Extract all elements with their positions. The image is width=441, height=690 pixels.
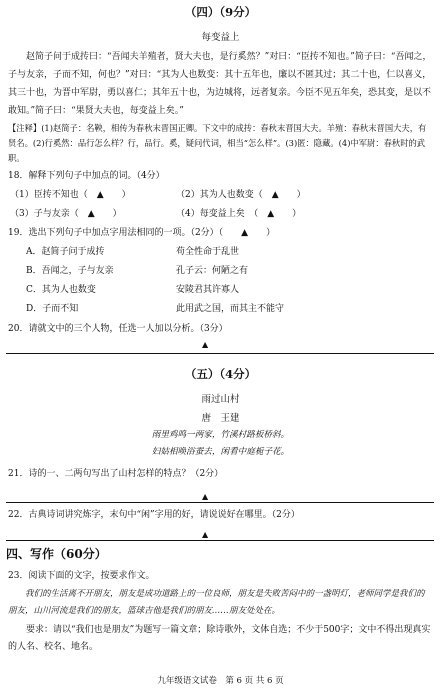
question-23-stem: 23．阅读下面的文字，按要求作文。: [8, 571, 155, 581]
q19-option-c-right: 安陵君其许寡人: [176, 285, 240, 295]
section-writing-header: 四、写作（60分）: [6, 547, 107, 561]
q19-option-d-right: 此用武之国，而其主不能守: [176, 304, 285, 314]
q18-item-1: （1）臣抟不知也（ ▲ ）: [10, 190, 131, 200]
q19-option-c-left: C．其为人也数变: [26, 285, 96, 295]
poem-author: 唐 王建: [201, 413, 240, 424]
answer-line: [6, 502, 434, 503]
q18-item-3: （3）子与友亲（ ▲ ）: [10, 209, 122, 219]
question-18-stem: 18．解释下列句子中加点的词。（4分）: [8, 171, 165, 181]
writing-prompt-text: 我们的生活离不开朋友，朋友是成功道路上的一位良师，朋友是失败苦闷中的一盏明灯，老师同学是我们的朋友，山川河流是我们的朋友，篮球吉他是我们的朋友……朋友处处在。: [8, 589, 425, 616]
poem-line-2: 妇姑相唤浴蚕去，闲看中庭栀子花。: [151, 447, 290, 457]
answer-marker: ▲: [202, 530, 209, 539]
answer-line: [6, 353, 434, 354]
annotation-note: 【注释】(1)赵简子：名鞅，相传为春秋末晋国正卿。下文中的成抟：春秋末晋国大夫。羊殖：春秋末晋国大夫，有贤名。(2)行奚然：品行怎么样？行，品行。奚，疑问代词，相当“怎么样”。(3)匿：隐藏。(4)中军尉：春秋时的武职。: [8, 123, 427, 163]
q18-item-4: （4）每变益上矣 （ ▲ ）: [176, 209, 302, 219]
answer-marker: ▲: [202, 492, 209, 501]
question-21-stem: 21．诗的一、二两句写出了山村怎样的特点？（2分）: [8, 469, 224, 479]
section-4-header: （四）（9分）: [184, 5, 257, 19]
q19-option-a-right: 苟全性命于乱世: [176, 247, 240, 257]
q19-option-b-left: B．吾闻之，子与友亲: [26, 266, 114, 276]
writing-requirements: 要求：请以“我们也是朋友”为题写一篇文章；除诗歌外，文体自选；不少于500字；文中不得出现真实的人名、校名、地名。: [8, 625, 431, 652]
question-20-stem: 20．请就文中的三个人物，任选一人加以分析。（3分）: [8, 324, 228, 334]
poem-line-1: 雨里鸡鸣一两家，竹溪村路板桥斜。: [151, 430, 290, 440]
passage-title: 每变益上: [201, 32, 240, 43]
page-footer: 九年级语文试卷 第 6 页 共 6 页: [157, 676, 284, 686]
q18-item-2: （2）其为人也数变（ ▲ ）: [176, 190, 306, 200]
poem-title: 雨过山村: [201, 394, 240, 405]
question-22-stem: 22．古典诗词讲究炼字，末句中“闲”字用的好，请说说好在哪里。（2分）: [8, 510, 300, 520]
answer-marker: ▲: [202, 340, 209, 349]
question-19-stem: 19．选出下列句子中加点字用法相同的一项。（2分）（ ▲ ）: [8, 228, 276, 238]
q19-option-b-right: 孔子云：何陋之有: [176, 266, 249, 276]
section-5-header: （五）（4分）: [184, 367, 257, 381]
classical-passage: 赵简子问于成抟曰：“吾闻夫羊殖者，贤大夫也，是行奚然？”对曰：“臣抟不知也。”简子曰：“吾闻之，子与友亲，子而不知，何也？”对曰：“其为人也数变：其十五年也，廉以不匿其过；其二十也，仁以喜义，其三十也，为晋中军尉，勇以喜仁；其年五十也，为边城将，远者复亲。今臣不见五年矣，恐其变，是以不敢知。”简子曰：“果贤大夫也，每变益上矣。”: [8, 52, 432, 116]
q19-option-a-left: A．赵简子问于成抟: [26, 247, 105, 257]
answer-line: [6, 540, 434, 541]
q19-option-d-left: D．子而不知: [26, 304, 79, 314]
